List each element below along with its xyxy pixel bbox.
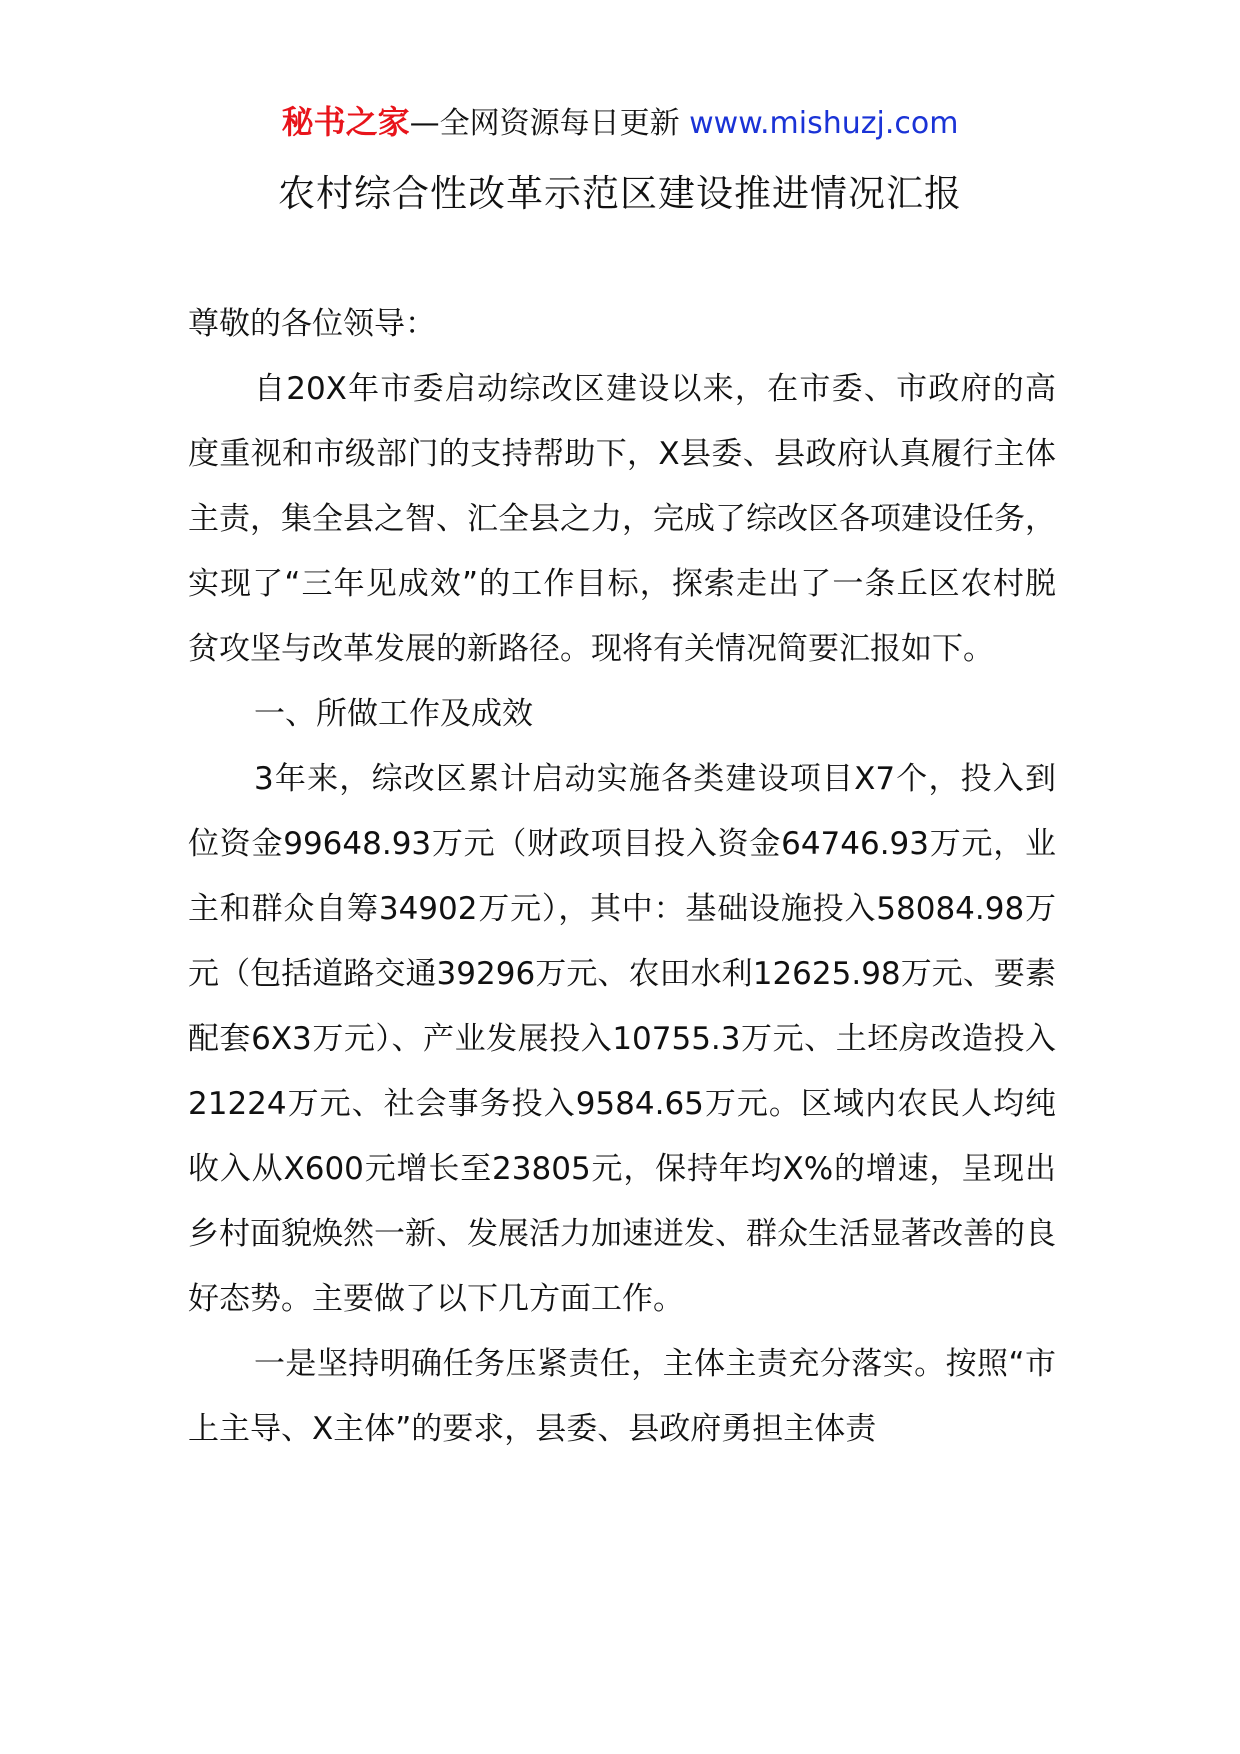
- site-header: [0, 100, 1240, 146]
- paragraph-intro: 自20X年市委启动综改区建设以来，在市委、市政府的高度重视和市级部门的支持帮助下，X县委、县政府认真履行主体主责，集全县之智、汇全县之力，完成了综改区各项建设任务，实现了“三年见成效”的工作目标，探索走出了一条丘区农村脱贫攻坚与改革发展的新路径。现将有关情况简要汇报如下。: [188, 371, 1056, 667]
- header-slogan: —全网资源每日更新: [409, 106, 680, 141]
- document-body: [188, 292, 1056, 1462]
- brand-name: 秘书之家: [281, 103, 410, 141]
- paragraph-first-point: 一是坚持明确任务压紧责任，主体主责充分落实。按照“市上主导、X主体”的要求，县委、县政府勇担主体责: [188, 1346, 1056, 1447]
- salutation: 尊敬的各位领导：: [188, 306, 436, 342]
- site-url-link[interactable]: www.mishuzj.com: [689, 106, 959, 141]
- paragraph-achievements: 3年来，综改区累计启动实施各类建设项目X7个，投入到位资金99648.93万元（财政项目投入资金64746.93万元，业主和群众自筹34902万元），其中：基础设施投入58084.98万元（包括道路交通39296万元、农田水利12625.98万元、要素配套6X3万元）、产业发展投入10755.3万元、土坯房改造投入21224万元、社会事务投入9584.65万元。区域内农民人均纯收入从X600元增长至23805元，保持年均X%的增速，呈现出乡村面貌焕然一新、发展活力加速迸发、群众生活显著改善的良好态势。主要做了以下几方面工作。: [188, 761, 1056, 1317]
- document-title: 农村综合性改革示范区建设推进情况汇报: [278, 172, 962, 215]
- section-heading: 一、所做工作及成效: [254, 696, 533, 732]
